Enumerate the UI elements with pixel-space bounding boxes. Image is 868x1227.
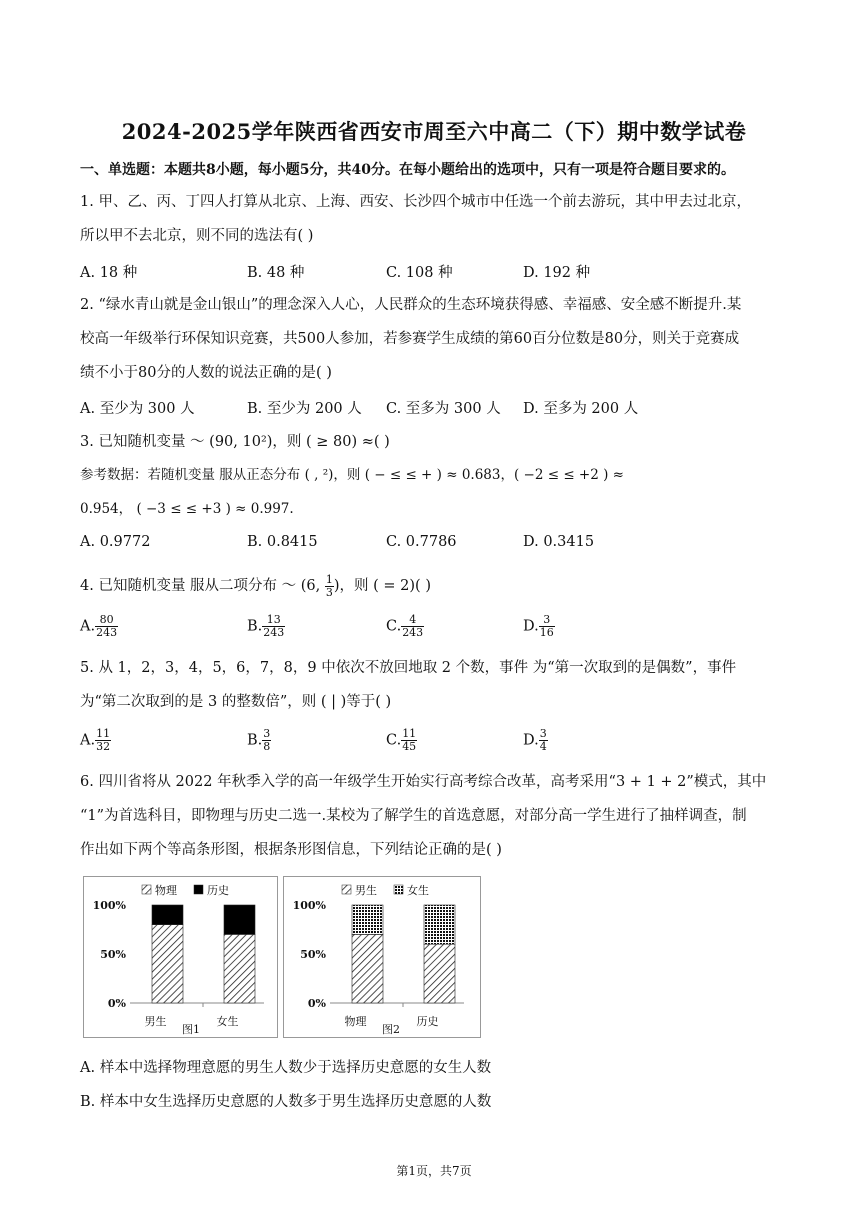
question-3-line-3: 0.954， ( −3 ≤ ≤ +3 ) ≈ 0.997. bbox=[80, 501, 294, 517]
option-d[interactable]: D. 至多为 200 人 bbox=[523, 401, 639, 417]
question-1-line-2: 所以甲不去北京，则不同的选法有( ) bbox=[80, 228, 314, 244]
question-2-line-2: 校高一年级举行环保知识竞赛，共500人参加，若参赛学生成绩的第60百分位数是80分，则关于竞赛成 bbox=[80, 331, 740, 347]
legend-label: 男生 bbox=[355, 884, 377, 897]
chart-caption: 图1 bbox=[182, 1023, 200, 1036]
chart-1-svg bbox=[84, 877, 277, 1037]
question-6-line-1: 6. 四川省将从 2022 年秋季入学的高一年级学生开始实行高考综合改革，高考采用“3 + 1 + 2”模式，其中 bbox=[80, 774, 767, 790]
option-b[interactable]: B. 0.8415 bbox=[247, 534, 318, 550]
option-a[interactable]: A. $\frac{11}{32}$ bbox=[80, 727, 111, 753]
option-c[interactable]: C. 至多为 300 人 bbox=[386, 401, 501, 417]
question-1-options bbox=[80, 261, 780, 283]
option-b[interactable]: B. 至少为 200 人 bbox=[247, 401, 362, 417]
legend-label: 历史 bbox=[207, 884, 229, 897]
question-6-option-b[interactable]: B. 样本中女生选择历史意愿的人数多于男生选择历史意愿的人数 bbox=[80, 1094, 492, 1110]
option-a[interactable]: A. 18 种 bbox=[80, 265, 138, 281]
question-3-line-1: 3. 已知随机变量 ～ (90, 10²)，则 ( ≥ 80) ≈( ) bbox=[80, 434, 390, 450]
chart-caption: 图2 bbox=[382, 1023, 400, 1036]
x-tick-label: 男生 bbox=[144, 1015, 167, 1028]
option-c[interactable]: C. 108 种 bbox=[386, 265, 453, 281]
option-a[interactable]: A. 0.9772 bbox=[80, 534, 151, 550]
question-5-line-2: 为“第二次取到的是 3 的整数倍”，则 ( | )等于( ) bbox=[80, 694, 392, 710]
legend-swatch bbox=[342, 885, 351, 894]
question-2-line-1: 2. “绿水青山就是金山银山”的理念深入人心，人民群众的生态环境获得感、幸福感、安全感不断提升.某 bbox=[80, 297, 742, 313]
legend-swatch bbox=[142, 885, 151, 894]
option-b[interactable]: B. $\frac{3}{8}$ bbox=[247, 727, 271, 753]
page-footer: 第1页，共7页 bbox=[396, 1164, 472, 1178]
question-4-line-1 bbox=[80, 573, 431, 599]
option-d[interactable]: D. 0.3415 bbox=[523, 534, 595, 550]
bar-segment bbox=[152, 905, 183, 925]
bar-segment bbox=[224, 905, 255, 934]
x-tick-label: 历史 bbox=[416, 1015, 439, 1028]
legend-swatch bbox=[394, 885, 403, 894]
chart-figure-2 bbox=[283, 876, 481, 1038]
question-4-options bbox=[80, 614, 780, 644]
option-a[interactable]: A. 至少为 300 人 bbox=[80, 401, 195, 417]
bar-segment bbox=[352, 934, 383, 1003]
bar-segment bbox=[424, 944, 455, 1003]
fraction: $\frac{1}{3}$ bbox=[325, 572, 333, 599]
chart-figure-1 bbox=[83, 876, 278, 1038]
bar-segment bbox=[152, 925, 183, 1003]
bar-segment bbox=[224, 934, 255, 1003]
option-d[interactable]: D. $\frac{3}{4}$ bbox=[523, 727, 547, 753]
option-c[interactable]: C. $\frac{11}{45}$ bbox=[386, 727, 417, 753]
legend-label: 物理 bbox=[155, 884, 177, 897]
question-6-line-2: “1”为首选科目，即物理与历史二选一.某校为了解学生的首选意愿，对部分高一学生进行了抽样调查，制 bbox=[80, 808, 747, 824]
option-d[interactable]: D. $\frac{3}{16}$ bbox=[523, 613, 554, 639]
question-2-options bbox=[80, 397, 780, 419]
bar-segment bbox=[424, 905, 455, 944]
option-b[interactable]: B. $\frac{13}{243}$ bbox=[247, 613, 285, 639]
question-3-options bbox=[80, 534, 780, 556]
question-6-option-a[interactable]: A. 样本中选择物理意愿的男生人数少于选择历史意愿的女生人数 bbox=[80, 1060, 492, 1076]
question-3-line-2: 参考数据：若随机变量 服从正态分布 ( , ²)，则 ( − ≤ ≤ + ) ≈ 0.683，( −2 ≤ ≤ +2 ) ≈ bbox=[80, 467, 624, 483]
legend-label: 女生 bbox=[407, 884, 429, 897]
question-5-options bbox=[80, 728, 780, 758]
question-1-line-1: 1. 甲、乙、丙、丁四人打算从北京、上海、西安、长沙四个城市中任选一个前去游玩，其中甲去过北京， bbox=[80, 194, 751, 210]
question-5-line-1: 5. 从 1，2，3，4，5，6，7，8，9 中依次不放回地取 2 个数，事件 为“第一次取到的是偶数”，事件 bbox=[80, 660, 737, 676]
question-4-text-b: )，则 ( = 2)( ) bbox=[333, 578, 431, 594]
section-heading: 一、单选题：本题共8小题，每小题5分，共40分。在每小题给出的选项中，只有一项是符合题目要求的。 bbox=[80, 162, 735, 178]
question-4-text-a: 4. 已知随机变量 服从二项分布 ～ (6, bbox=[80, 578, 325, 594]
option-c[interactable]: C. 0.7786 bbox=[386, 534, 457, 550]
x-tick-label: 物理 bbox=[344, 1015, 367, 1028]
x-tick-label: 女生 bbox=[216, 1015, 239, 1028]
option-d[interactable]: D. 192 种 bbox=[523, 265, 591, 281]
option-b[interactable]: B. 48 种 bbox=[247, 265, 305, 281]
option-c[interactable]: C. $\frac{4}{243}$ bbox=[386, 613, 424, 639]
question-6-line-3: 作出如下两个等高条形图，根据条形图信息，下列结论正确的是( ) bbox=[80, 842, 502, 858]
y-tick-label: 50% bbox=[300, 948, 326, 961]
question-2-line-3: 绩不小于80分的人数的说法正确的是( ) bbox=[80, 365, 332, 381]
bar-segment bbox=[352, 905, 383, 934]
chart-2-svg bbox=[284, 877, 480, 1037]
y-tick-label: 100% bbox=[292, 899, 326, 912]
option-a[interactable]: A. $\frac{80}{243}$ bbox=[80, 613, 118, 639]
y-tick-label: 0% bbox=[107, 997, 126, 1010]
page-title: 2024-2025学年陕西省西安市周至六中高二（下）期中数学试卷 bbox=[121, 119, 747, 144]
legend-swatch bbox=[194, 885, 203, 894]
y-tick-label: 50% bbox=[100, 948, 126, 961]
y-tick-label: 100% bbox=[92, 899, 126, 912]
y-tick-label: 0% bbox=[307, 997, 326, 1010]
